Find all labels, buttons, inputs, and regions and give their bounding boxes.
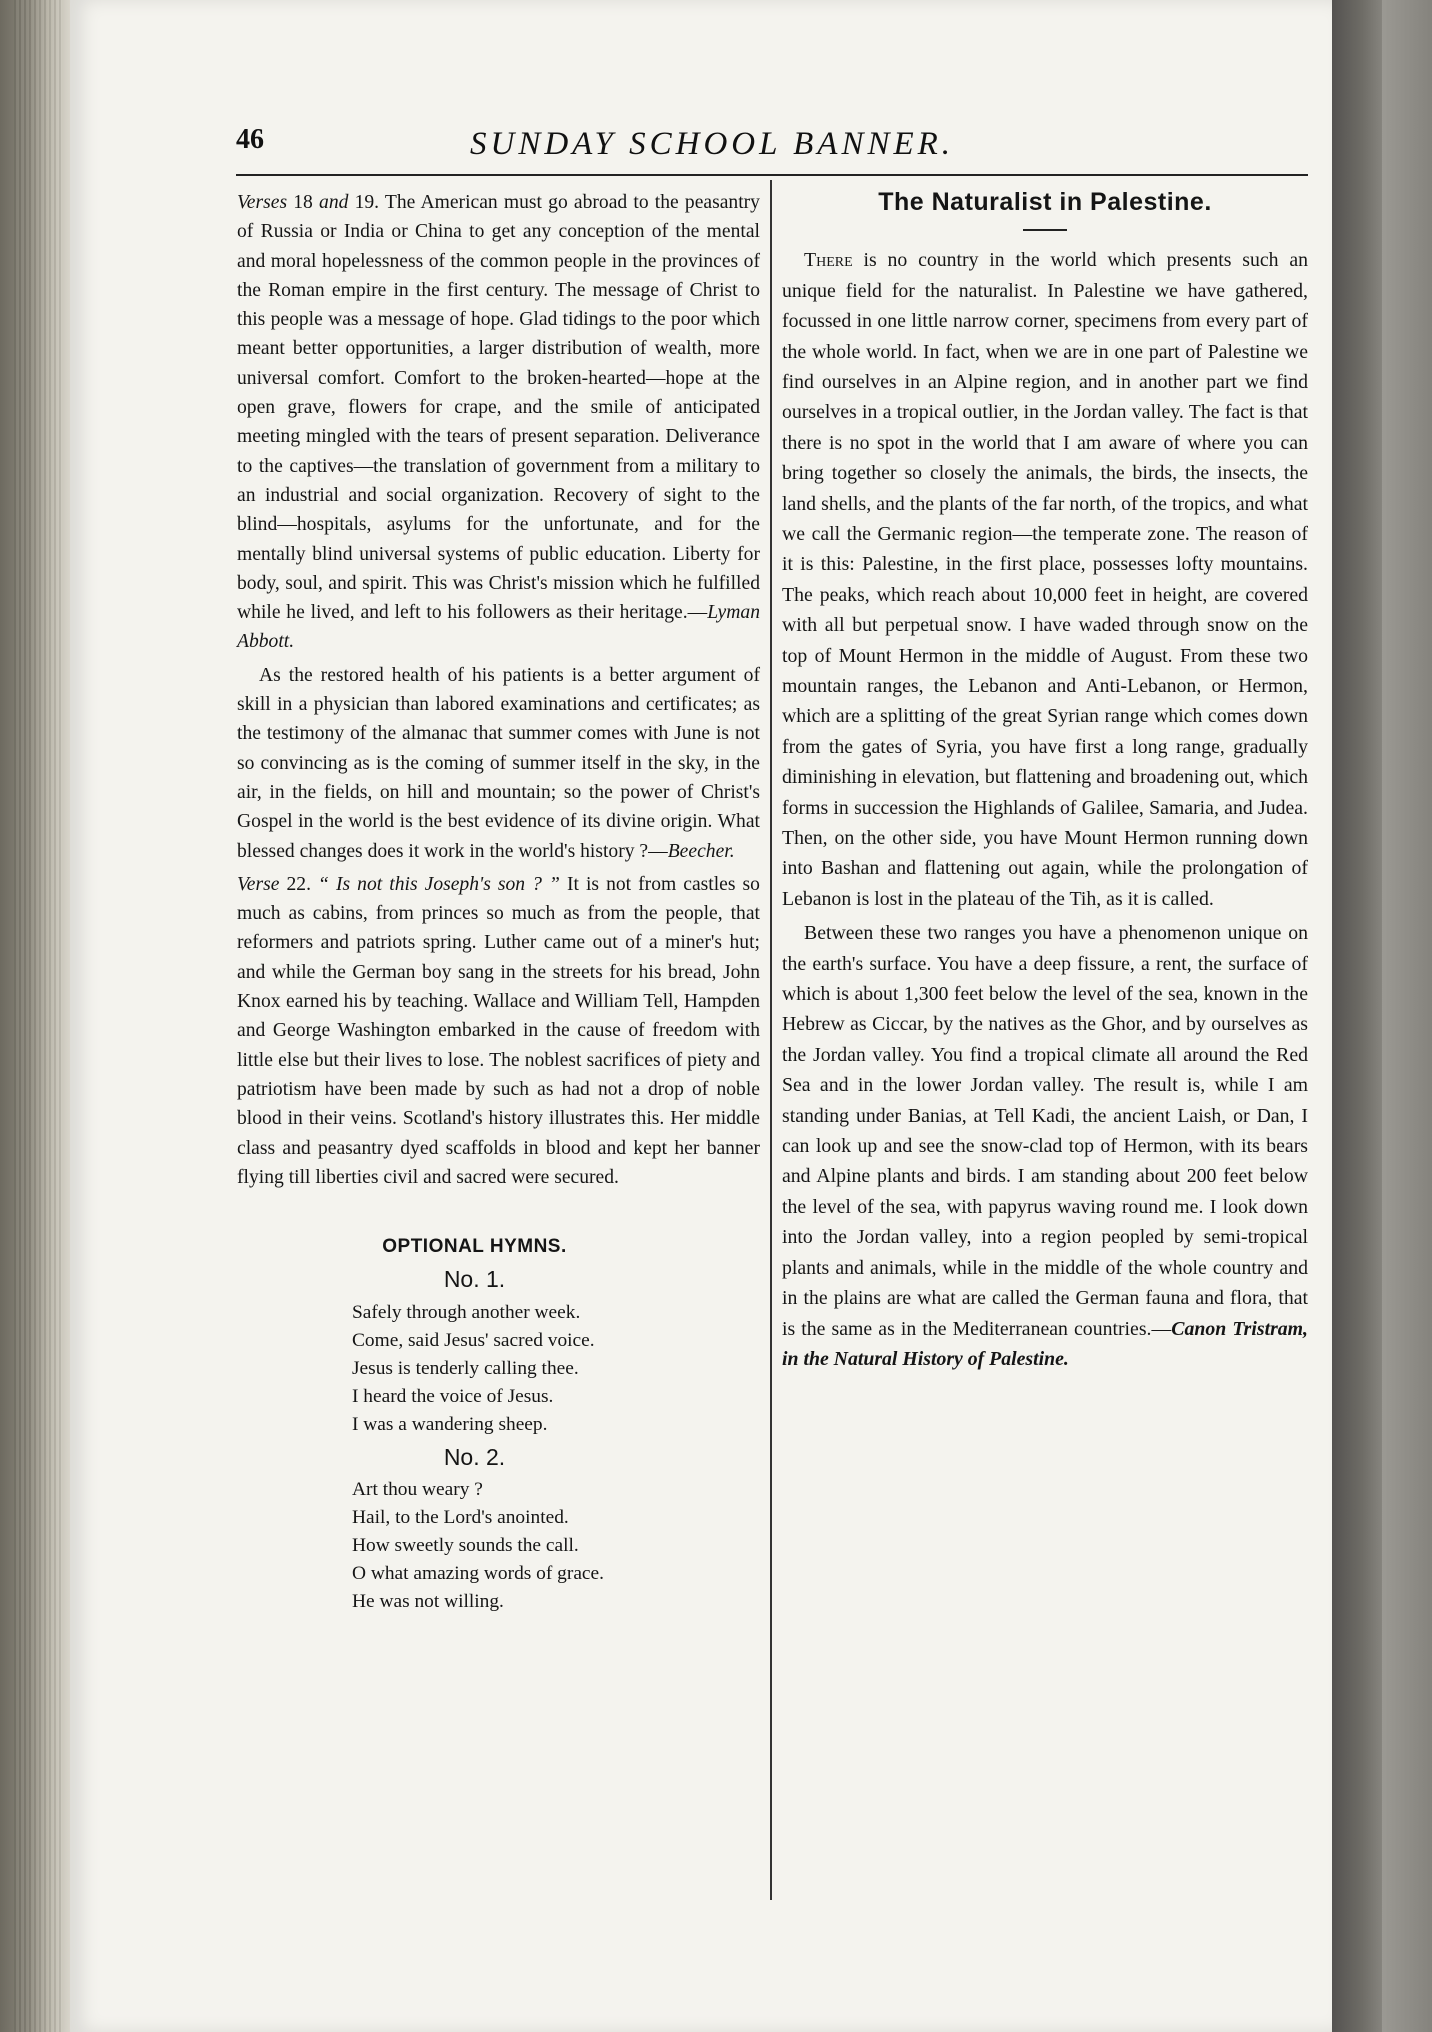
right-column [782, 188, 1308, 1374]
header-rule [236, 174, 1308, 176]
verse-quote: “ Is not this Joseph's son ? ” [318, 873, 560, 895]
attribution: Lyman Abbott. [237, 602, 760, 653]
hymn-title: Art thou weary ? [352, 1478, 483, 1500]
article-paragraph [782, 245, 1308, 914]
optional-hymns [237, 1232, 760, 1616]
title-rule [1023, 229, 1067, 231]
hymn-title: I heard the voice of Jesus. [352, 1385, 554, 1407]
article-text: is no country in the world which presents such an unique field for the naturalist. In Palestine we have gathered, focussed in one little narrow corner, specimens from every part of the whole world. In fact, when we are in one part of Palestine we find ourselves in an Alpine region, and in another part we find ourselves in a tropical outlier, in the Jordan valley. The fact is that there is no spot in the world that I am aware of where you can bring together so closely the animals, the birds, the insects, the land shells, and the plants of the far north, of the tropics, and what we call the Germanic region—the temperate zone. The reason of it is this: Palestine, in the first place, possesses lofty mountains. The peaks, which reach about 10,000 feet in height, are covered with all but perpetual snow. I have waded through snow on the top of Mount Hermon in the middle of August. From these two mountain ranges, the Lebanon and Anti-Lebanon, or Hermon, which are a splitting of the great Syrian range which comes down from the gates of Syria, you have first a long range, gradually diminishing in elevation, but flattening and broadening out, which forms in succession the Highlands of Galilee, Samaria, and Judea. Then, on the other side, you have Mount Hermon running down into Bashan and flattening out again, while the prolongation of Lebanon is lost in the plateau of the Tih, as it is called. [782, 249, 1308, 910]
hymn-title: Jesus is tenderly calling thee. [352, 1357, 579, 1379]
commentary-text: It is not from castles so much as cabins, from princes so much as from the people, that reformers and patriots spring. Luther came out of a miner's hut; and while the German boy sang in the streets for his bread, John Knox earned his by teaching. Wallace and William Tell, Hampden and George Washington embarked in the cause of freedom with little else but their lives to lose. The noblest sacrifices of piety and patriotism have been made by such as had not a drop of noble blood in their veins. Scotland's history illustrates this. Her middle class and peasantry dyed scaffolds in blood and kept her banner flying till liberties civil and sacred were secured. [237, 873, 760, 1188]
hymns-heading: OPTIONAL HYMNS. [382, 1236, 567, 1258]
attribution: Beecher. [667, 840, 735, 862]
verse-label: Verses [237, 192, 288, 213]
column-rule [770, 180, 772, 1900]
hymn-title: Safely through another week. [352, 1301, 581, 1323]
attribution: Canon Tristram, in the Natural History of Palestine. [782, 1317, 1308, 1370]
article-paragraph [782, 918, 1308, 1374]
hymn-title: He was not willing. [352, 1590, 504, 1612]
commentary-paragraph [237, 661, 760, 866]
lead-word: There [804, 249, 853, 272]
verse-number-2: 19. [354, 192, 380, 213]
hymn-number: No. 1. [443, 1266, 506, 1293]
hymn-title: Come, said Jesus' sacred voice. [352, 1329, 595, 1351]
commentary-verse-22 [237, 870, 760, 1192]
article-title: The Naturalist in Palestine. [878, 188, 1212, 216]
hymn-title: O what amazing words of grace. [352, 1562, 604, 1584]
hymn-number: No. 2. [443, 1443, 506, 1470]
running-head: SUNDAY SCHOOL BANNER. [470, 126, 955, 162]
left-column [237, 188, 760, 1616]
commentary-verses-18-19 [237, 188, 760, 657]
scanner-bed-margin [1382, 0, 1432, 2032]
page-edges [14, 0, 62, 2032]
commentary-text: The American must go abroad to the peasantry of Russia or India or China to get any conception of the mental and moral hopelessness of the common people in the provinces of the Roman empire in the first century. The message of Christ to this people was a message of hope. Glad tidings to the poor which meant better opportunities, a larger distribution of wealth, more universal comfort. Comfort to the broken-hearted—hope at the open grave, flowers for crape, and the smile of anticipated meeting mingled with the tears of present separation. Deliverance to the captives—the translation of government from a military to an industrial and social organization. Recovery of sight to the blind—hospitals, asylums for the unfortunate, and for the mentally blind universal systems of public education. Liberty for body, soul, and spirit. This was Christ's mission which he fulfilled while he lived, and left to his followers as their heritage.— [237, 192, 760, 624]
hymn-title: I was a wandering sheep. [352, 1413, 548, 1435]
verse-number: 18 [293, 192, 313, 213]
hymn-title: How sweetly sounds the call. [352, 1534, 579, 1556]
verse-number: 22. [286, 873, 311, 895]
page-number: 46 [236, 124, 264, 155]
article-text: Between these two ranges you have a phenomenon unique on the earth's surface. You have a deep fissure, a rent, the surface of which is about 1,300 feet below the level of the sea, known in the Hebrew as Ciccar, by the natives as the Ghor, and by ourselves as the Jordan valley. You find a tropical climate all around the Red Sea and in the lower Jordan valley. The result is, while I am standing under Banias, at Tell Kadi, the ancient Laish, or Dan, I can look up and see the snow-clad top of Hermon, with its bears and Alpine plants and birds. I am standing about 200 feet below the level of the sea, with papyrus waving round me. I look down into the Jordan valley, into a region peopled by semi-tropical plants and animals, while in the middle of the whole country and in the plains are what are called the German fauna and flora, that is the same as in the Mediterranean countries.— [782, 922, 1308, 1340]
hymn-title: Hail, to the Lord's anointed. [352, 1506, 569, 1528]
commentary-text: As the restored health of his patients is a better argument of skill in a physician than labored examinations and certificates; as the testimony of the almanac that summer comes with June is not so convincing as is the coming of summer itself in the sky, in the air, in the fields, on hill and mountain; so the power of Christ's Gospel in the world is the best evidence of its divine origin. What blessed changes does it work in the world's history ?— [237, 664, 760, 862]
verse-label: Verse [237, 873, 280, 895]
verse-and: and [319, 192, 349, 213]
